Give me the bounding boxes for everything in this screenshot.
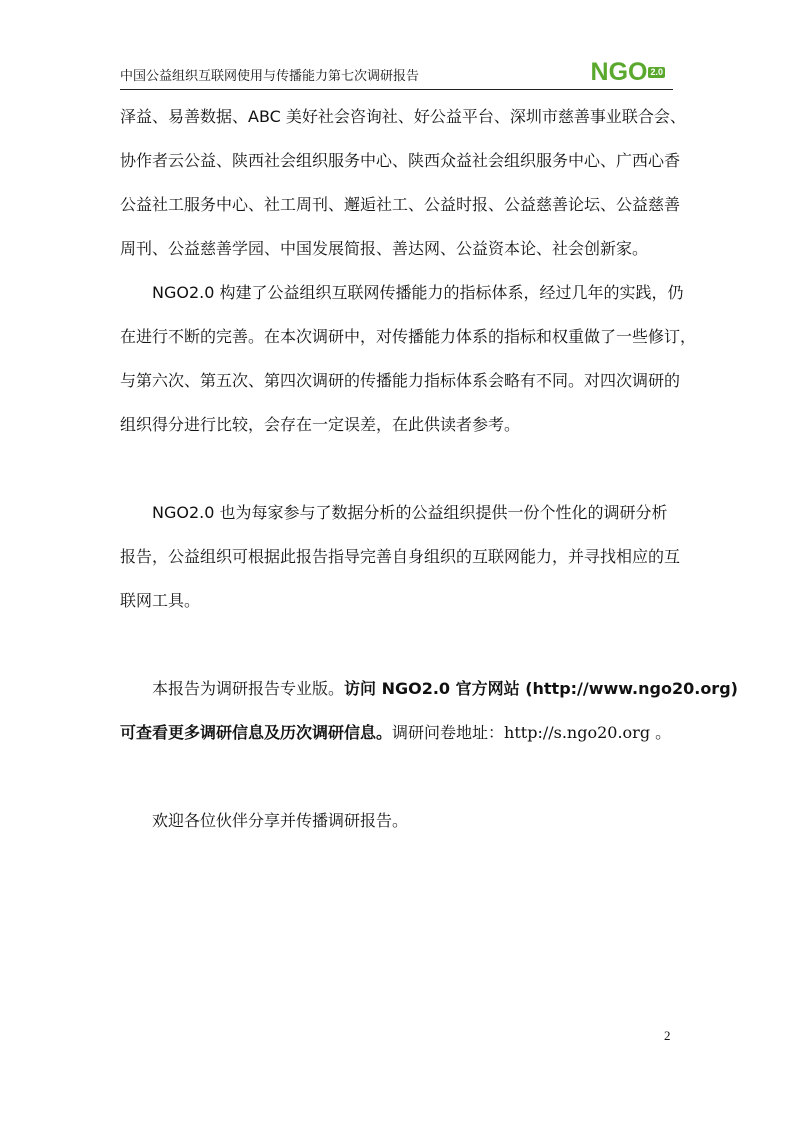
text-line: 泽益、易善数据、ABC 美好社会咨询社、好公益平台、深圳市慈善事业联合会、	[120, 107, 686, 126]
text-line	[120, 722, 680, 744]
text-line: 协作者云公益、陕西社会组织服务中心、陕西众益社会组织服务中心、广西心香	[120, 151, 681, 170]
paragraph-personal-report	[120, 502, 680, 612]
page-number: 2	[664, 1028, 671, 1043]
page-body	[120, 100, 738, 832]
text-line	[120, 678, 738, 700]
text-line: 在进行不断的完善。在本次调研中，对传播能力体系的指标和权重做了一些修订，	[120, 327, 697, 346]
text-line: NGO2.0 也为每家参与了数据分析的公益组织提供一份个性化的调研分析	[152, 503, 668, 522]
text-line: 公益社工服务中心、社工周刊、邂逅社工、公益时报、公益慈善论坛、公益慈善	[120, 195, 681, 214]
header-title: 中国公益组织互联网使用与传播能力第七次调研报告	[120, 69, 420, 84]
report-edition-text: 本报告为调研报告专业版。	[152, 679, 345, 698]
paragraph-website	[120, 678, 738, 744]
text-line: 组织得分进行比较，会存在一定误差，在此供读者参考。	[120, 415, 521, 434]
text-line: 联网工具。	[120, 591, 201, 610]
survey-address-label: 调研问卷地址：	[392, 723, 505, 742]
logo-badge: 2.0	[650, 67, 663, 77]
sentence-end: 。	[650, 723, 672, 742]
header-divider	[120, 89, 673, 90]
survey-url-link[interactable]: http://s.ngo20.org	[504, 723, 651, 742]
logo-text: NGO	[590, 58, 648, 86]
ngo20-logo	[591, 56, 665, 86]
more-info-text: 可查看更多调研信息及历次调研信息。	[120, 723, 393, 742]
paragraph-index-system	[120, 282, 697, 436]
page-header	[120, 56, 673, 90]
text-line: 与第六次、第五次、第四次调研的传播能力指标体系会略有不同。对四次调研的	[120, 371, 681, 390]
text-line: 报告，公益组织可根据此报告指导完善自身组织的互联网能力，并寻找相应的互	[120, 547, 681, 566]
text-line: 周刊、公益慈善学园、中国发展简报、善达网、公益资本论、社会创新家。	[120, 239, 649, 258]
website-link-text[interactable]: 访问 NGO2.0 官方网站 (http://www.ngo20.org)	[344, 679, 738, 698]
text-line: 欢迎各位伙伴分享并传播调研报告。	[152, 811, 409, 830]
paragraph-share	[120, 810, 680, 832]
text-line: NGO2.0 构建了公益组织互联网传播能力的指标体系，经过几年的实践，仍	[152, 283, 684, 302]
paragraph-partners	[120, 106, 686, 260]
